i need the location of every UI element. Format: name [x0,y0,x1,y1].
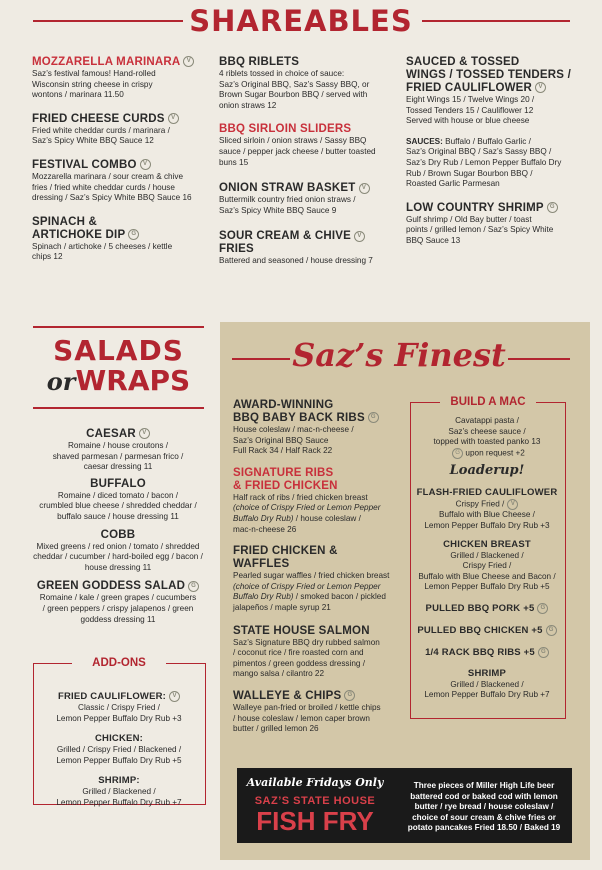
mac-chicken-title: CHICKEN BREAST [443,538,531,550]
sauces-list: SAUCES: Buffalo / Buffalo Garlic / Saz’s Original BBQ / Saz’s Sassy BBQ / Saz’s Dry Rub / Lemon Pepper Buffalo Dry Rub / Brown Sugar Bourbon BBQ / Roasted Garlic Parmesan [406,136,562,189]
baby-back-ribs-title: AWARD-WINNING BBQ BABY BACK RIBS G [233,399,401,425]
gluten-free-icon: G [538,647,549,658]
finest-title: Saz’s Finest [292,336,506,374]
addon-cauliflower-desc: Classic / Crispy Fried / Lemon Pepper Buffalo Dry Rub +3 [56,703,182,723]
walleye-chips-desc: Walleye pan-fried or broiled / kettle chips / house coleslaw / lemon caper brown butter / grilled lemon 26 [233,702,381,734]
gluten-free-icon: G [128,229,139,240]
gluten-free-icon: G [368,412,379,423]
green-goddess-title: GREEN GODDESS SALAD G [22,580,214,593]
mac-cauliflower-desc: Crispy Fried / V Buffalo with Blue Cheese / Lemon Pepper Buffalo Dry Rub +3 [424,499,550,530]
gluten-free-icon: G [537,603,548,614]
vegetarian-icon: V [535,82,546,93]
gf-upon-request: G upon request +2 [411,448,563,459]
fish-fry-line2: FISH FRY [256,806,374,836]
mac-pulled-chicken: PULLED BBQ CHICKEN +5 G [411,624,563,637]
finest-list [233,399,401,735]
caesar-desc: Romaine / house croutons / shaved parmesan / parmesan frico / caesar dressing 11 [52,441,184,472]
mac-quarter-rack: 1/4 RACK BBQ RIBS +5 G [411,646,563,659]
mac-chicken-desc: Grilled / Blackened / Crispy Fried / Buffalo with Blue Cheese and Bacon / Lemon Pepper Buffalo Dry Rub +5 [418,550,556,592]
festival-combo-title: FESTIVAL COMBO V [32,159,212,172]
sauced-tossed-desc: Eight Wings 15 / Twelve Wings 20 / Tossed Tenders 15 / Cauliflower 12 Served with house or blue cheese [406,95,535,126]
onion-straw-basket-desc: Buttermilk country fried onion straws / Saz’s Spicy White BBQ Sauce 9 [219,195,356,215]
finest-rule-left [232,358,290,360]
shareables-col2 [219,56,397,267]
festival-combo-desc: Mozzarella marinara / sour cream & chive fries / fried white cheddar curds / house dressing / Saz’s Spicy White BBQ Sauce 16 [32,171,192,203]
vegetarian-icon: V [507,499,518,510]
build-a-mac-title: BUILD A MAC [440,396,536,408]
salads-rule-bottom [33,407,204,409]
bbq-riblets-desc: 4 riblets tossed in choice of sauce: Saz’s Original BBQ, Saz’s Sassy BBQ, or Brown Sugar Bourbon BBQ / served with onion straws 12 [219,69,370,110]
shareables-title: SHAREABLES [189,4,413,38]
ribs-fried-chicken-desc: Half rack of ribs / fried chicken breast (choice of Crispy Fried or Lemon Pepper Buffalo Dry Rub) / house coleslaw / mac-n-cheese 26 [233,492,381,534]
gluten-free-icon: G [188,581,199,592]
sauces-label: SAUCES: [406,136,443,146]
mozzarella-marinara-title: MOZZARELLA MARINARA V [32,56,212,69]
sauced-tossed-title: SAUCED & TOSSED WINGS / TOSSED TENDERS / FRIED CAULIFLOWER V [406,56,571,94]
spinach-artichoke-title: SPINACH & ARTICHOKE DIP G [32,216,212,242]
low-country-shrimp-desc: Gulf shrimp / Old Bay butter / toast points / grilled lemon / Saz’s Spicy White BBQ Sauce 13 [406,214,554,245]
vegetarian-icon: V [359,183,370,194]
state-house-salmon-desc: Saz’s Signature BBQ dry rubbed salmon / coconut rice / fire roasted corn and pimentos / green goddess dressing / mango salsa / cilantro 22 [233,637,380,679]
low-country-shrimp-title: LOW COUNTRY SHRIMP G [406,202,581,215]
green-goddess-desc: Romaine / kale / green grapes / cucumbers / green peppers / crispy jalapenos / green goddess dressing 11 [39,593,197,624]
available-fridays: Available Fridays Only [246,776,384,789]
gluten-free-icon: G [452,448,463,459]
cobb-desc: Mixed greens / red onion / tomato / shredded cheddar / cucumber / hard-boiled egg / bacon / house dressing 11 [33,541,203,572]
fried-cheese-curds-title: FRIED CHEESE CURDS V [32,113,212,126]
onion-straw-basket-title: ONION STRAW BASKET V [219,182,397,195]
salads-title: SALADS orWRAPS [46,334,191,397]
sour-cream-chive-fries-desc: Battered and seasoned / house dressing 7 [219,256,373,266]
vegetarian-icon: V [354,231,365,242]
loaderup-heading: Loaderup! [449,463,525,479]
fish-fry-line1: SAZ’S STATE HOUSE [254,795,376,807]
fish-fry-heading [240,776,390,835]
cobb-title: COBB [100,528,136,541]
chicken-waffles-desc: Pearled sugar waffles / fried chicken breast (choice of Crispy Fried or Lemon Pepper Buffalo Dry Rub) / smoked bacon / pickled jalapeños / maple syrup 21 [233,571,390,612]
bbq-sirloin-sliders-desc: Sliced sirloin / onion straws / Sassy BBQ sauce / pepper jack cheese / butter toasted buns 15 [219,136,376,167]
buffalo-title: BUFFALO [90,477,146,490]
gluten-free-icon: G [546,625,557,636]
addon-shrimp-desc: Grilled / Blackened / Lemon Pepper Buffalo Dry Rub +7 [56,787,182,807]
vegetarian-icon: V [183,56,194,67]
fried-cheese-curds-desc: Fried white cheddar curds / marinara / Saz’s Spicy White BBQ Sauce 12 [32,125,170,146]
mozzarella-marinara-desc: Saz’s festival famous! Hand-rolled Wisconsin string cheese in crispy wontons / marinara 11.50 [32,69,156,100]
fish-fry-desc: Three pieces of Miller High Life beer battered cod or baked cod with lemon butter / rye bread / house coleslaw / choice of sour cream & chive fries or potato pancakes Fried 18.50 / Baked 19 [407,781,561,833]
state-house-salmon-title: STATE HOUSE SALMON [233,624,370,637]
caesar-title: CAESAR V [22,428,214,441]
bbq-sirloin-sliders-title: BBQ SIRLOIN SLIDERS [219,123,352,136]
sour-cream-chive-fries-title: SOUR CREAM & CHIVE V FRIES [219,230,397,256]
salads-rule-top [33,326,204,328]
addon-chicken-desc: Grilled / Crispy Fried / Blackened / Lemon Pepper Buffalo Dry Rub +5 [56,745,182,765]
buffalo-desc: Romaine / diced tomato / bacon / crumbled blue cheese / shredded cheddar / buffalo sauce / house dressing 11 [39,490,197,521]
ribs-fried-chicken-title: SIGNATURE RIBS & FRIED CHICKEN [233,466,338,492]
shareables-col3 [406,56,581,247]
mac-shrimp-desc: Grilled / Blackened / Lemon Pepper Buffalo Dry Rub +7 [424,679,550,700]
addon-cauliflower-title: FRIED CAULIFLOWER: V [35,690,203,703]
addons-title: ADD-ONS [72,657,166,669]
build-a-mac-content [411,416,563,701]
addon-shrimp-title: SHRIMP: [98,775,140,787]
finest-rule-right [508,358,570,360]
salads-list [22,428,214,625]
addon-chicken-title: CHICKEN: [94,733,144,745]
mac-cauliflower-title: FLASH-FRIED CAULIFLOWER [416,487,558,499]
addons-list [35,690,203,809]
vegetarian-icon: V [169,691,180,702]
vegetarian-icon: V [139,428,150,439]
vegetarian-icon: V [140,159,151,170]
vegetarian-icon: V [168,113,179,124]
baby-back-ribs-desc: House coleslaw / mac-n-cheese / Saz’s Original BBQ Sauce Full Rack 34 / Half Rack 22 [233,425,354,456]
bbq-riblets-title: BBQ RIBLETS [219,56,300,68]
mac-shrimp-title: SHRIMP [467,667,507,679]
build-a-mac-desc: Cavatappi pasta / Saz’s cheese sauce / topped with toasted panko 13 [433,416,541,447]
chicken-waffles-title: FRIED CHICKEN & WAFFLES [233,545,338,571]
gluten-free-icon: G [344,690,355,701]
mac-pulled-pork: PULLED BBQ PORK +5 G [411,602,563,615]
spinach-artichoke-desc: Spinach / artichoke / 5 cheeses / kettle chips 12 [32,241,173,262]
gluten-free-icon: G [547,202,558,213]
walleye-chips-title: WALLEYE & CHIPS G [233,690,401,703]
shareables-col1 [32,56,212,263]
